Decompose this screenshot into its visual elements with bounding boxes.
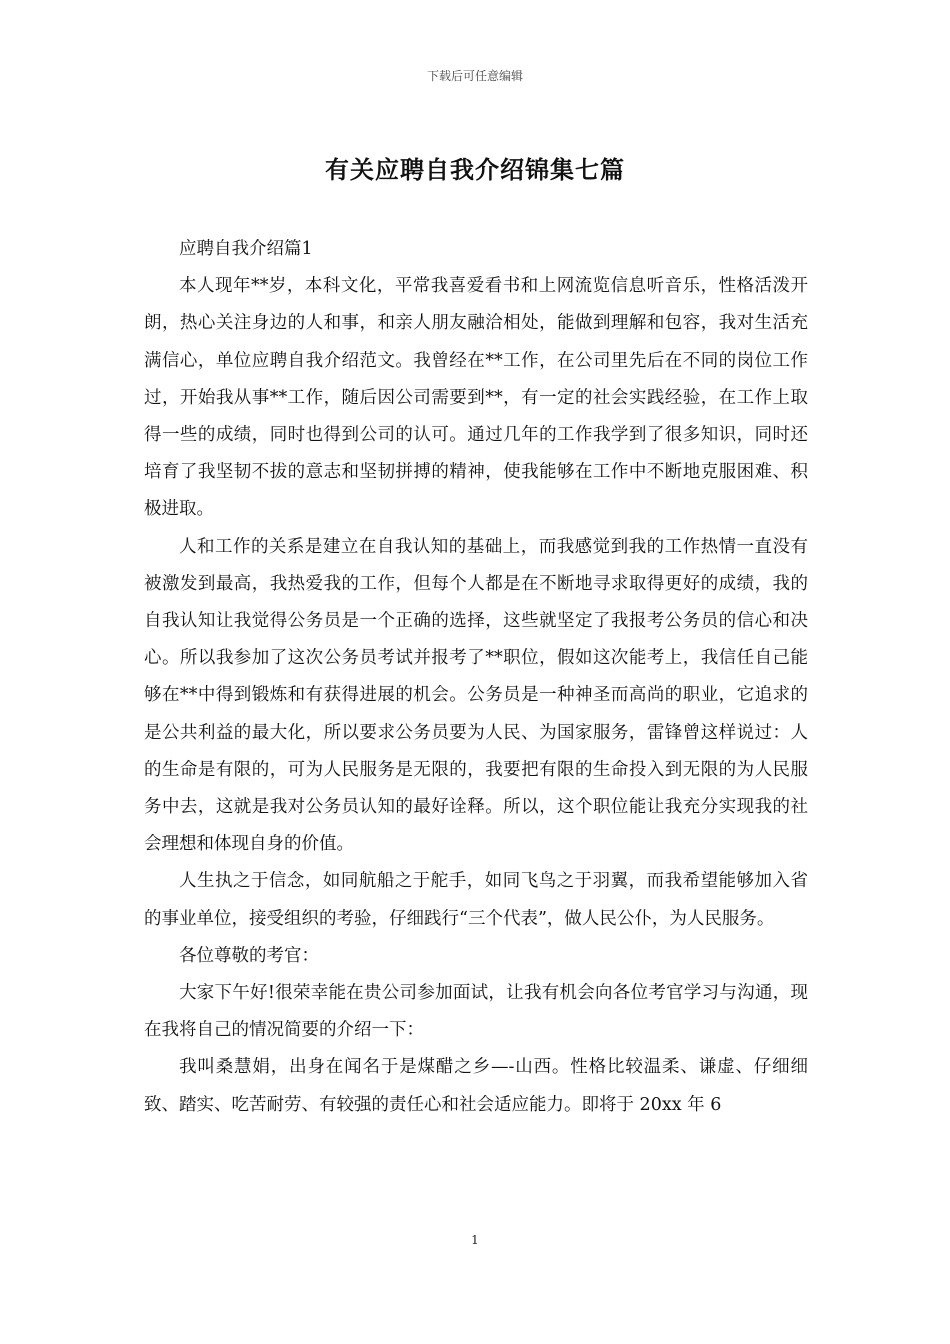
- salutation: 各位尊敬的考官：: [179, 945, 319, 966]
- page-header: 下载后可任意编辑: [426, 69, 523, 83]
- section-heading: 应聘自我介绍篇1: [179, 239, 313, 259]
- page-number: 1: [471, 1233, 479, 1247]
- document-title: 有关应聘自我介绍锦集七篇: [325, 156, 625, 184]
- paragraph: 大家下午好!很荣幸能在贵公司参加面试，让我有机会向各位考官学习与沟通，现在我将自己的情况简要的介绍一下：: [144, 983, 808, 1041]
- paragraph: 本人现年**岁，本科文化，平常我喜爱看书和上网流览信息听音乐，性格活泼开朗，热心关注身边的人和事，和亲人朋友融洽相处，能做到理解和包容，我对生活充满信心，单位应聘自我介绍范文。我曾经在**工作，在公司里先后在不同的岗位工作过，开始我从事**工作，随后因公司需要到**，有一定的社会实践经验，在工作上取得一些的成绩，同时也得到公司的认可。通过几年的工作我学到了很多知识，同时还培育了我坚韧不拔的意志和坚韧拼搏的精神，使我能够在工作中不断地克服困难、积极进取。: [144, 276, 808, 520]
- paragraph: 人生执之于信念，如同航船之于舵手，如同飞鸟之于羽翼，而我希望能够加入省的事业单位，接受组织的考验，仔细践行“三个代表”，做人民公仆，为人民服务。: [144, 871, 808, 929]
- paragraph: 我叫桑慧娟，出身在闻名于是煤醋之乡—-山西。性格比较温柔、谦虚、仔细细致、踏实、吃苦耐劳、有较强的责任心和社会适应能力。即将于 20xx 年 6: [144, 1057, 808, 1115]
- paragraph: 人和工作的关系是建立在自我认知的基础上，而我感觉到我的工作热情一直没有被激发到最高，我热爱我的工作，但每个人都是在不断地寻求取得更好的成绩，我的自我认知让我觉得公务员是一个正确的选择，这些就坚定了我报考公务员的信心和决心。所以我参加了这次公务员考试并报考了**职位，假如这次能考上，我信任自己能够在**中得到锻炼和有获得进展的机会。公务员是一种神圣而高尚的职业，它追求的是公共利益的最大化，所以要求公务员要为人民、为国家服务，雷锋曾这样说过：人的生命是有限的，可为人民服务是无限的，我要把有限的生命投入到无限的为人民服务中去，这就是我对公务员认知的最好诠释。所以，这个职位能让我充分实现我的社会理想和体现自身的价值。: [144, 536, 808, 855]
- document-body: [144, 231, 808, 1124]
